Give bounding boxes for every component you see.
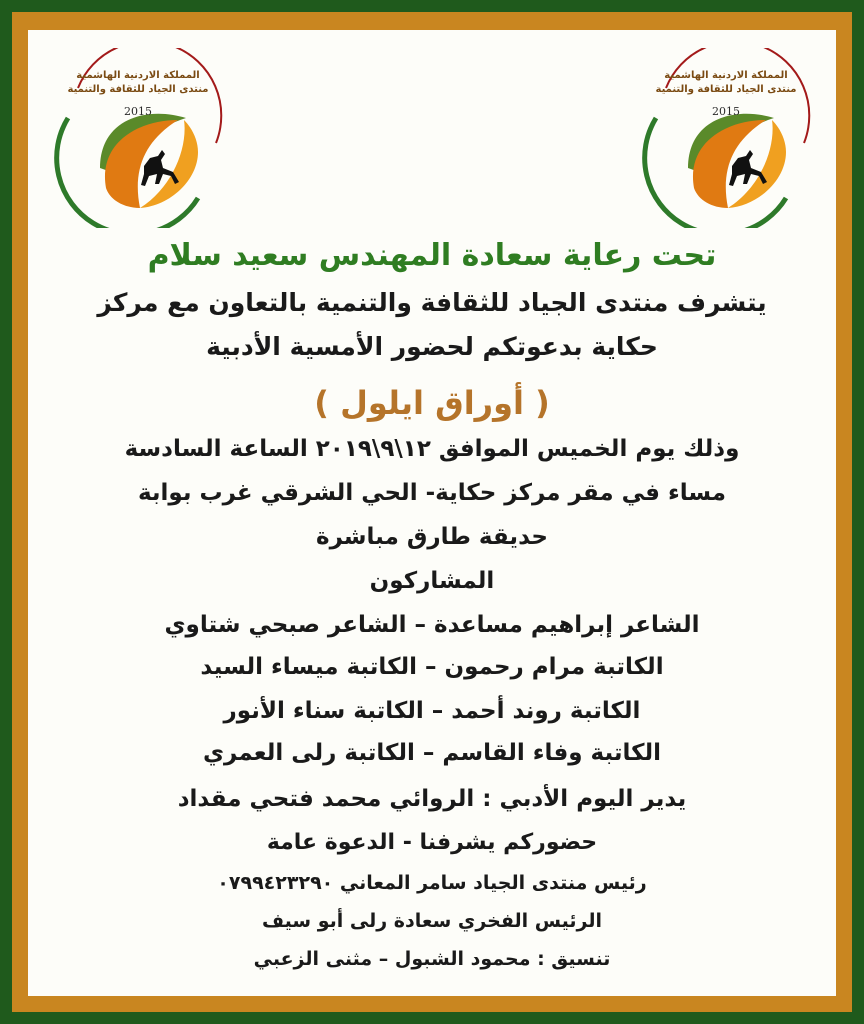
patronage-title: تحت رعاية سعادة المهندس سعيد سلام (147, 238, 717, 273)
participant-row: الكاتبة مرام رحمون – الكاتبة ميساء السيد (200, 654, 664, 680)
forum-logo-left (48, 48, 228, 228)
logo-year: 2015 (124, 105, 152, 118)
moderator-line: يدير اليوم الأدبي : الروائي محمد فتحي مقداد (177, 786, 687, 812)
logo-kingdom-text: المملكة الاردنية الهاشمية (76, 70, 200, 81)
invitation-line: حضوركم يشرفنا - الدعوة عامة (266, 830, 598, 855)
participant-row: الكاتبة روند أحمد – الكاتبة سناء الأنور (223, 698, 641, 724)
logo-kingdom-text: المملكة الاردنية الهاشمية (664, 70, 788, 81)
logo-forum-text: منتدى الجياد للثقافة والتنمية (67, 84, 209, 95)
participant-row: الشاعر إبراهيم مساعدة – الشاعر صبحي شتاوي (164, 612, 700, 638)
participant-row: الكاتبة وفاء القاسم – الكاتبة رلى العمري (202, 740, 662, 766)
coordination-line: تنسيق : محمود الشبول – مثنى الزعبي (253, 948, 611, 970)
intro-line-2: حكاية بدعوتكم لحضور الأمسية الأدبية (206, 332, 658, 361)
president-line: رئيس منتدى الجياد سامر المعاني ٠٧٩٩٤٢٣٢٩٠ (217, 872, 647, 894)
venue-line-1: مساء في مقر مركز حكاية- الحي الشرقي غرب بوابة (137, 480, 727, 506)
intro-line-1: يتشرف منتدى الجياد للثقافة والتنمية بالتعاون مع مركز (97, 288, 767, 317)
event-title: ( أوراق ايلول ) (314, 384, 550, 422)
honorary-president-line: الرئيس الفخري سعادة رلى أبو سيف (262, 910, 602, 932)
participants-heading: المشاركون (369, 568, 495, 594)
venue-line-2: حديقة طارق مباشرة (316, 524, 548, 550)
logo-forum-text: منتدى الجياد للثقافة والتنمية (655, 84, 797, 95)
logo-year: 2015 (712, 105, 740, 118)
date-time-line: وذلك يوم الخميس الموافق ١٢\٩\٢٠١٩ الساعة السادسة (124, 436, 740, 462)
forum-logo-right (636, 48, 816, 228)
